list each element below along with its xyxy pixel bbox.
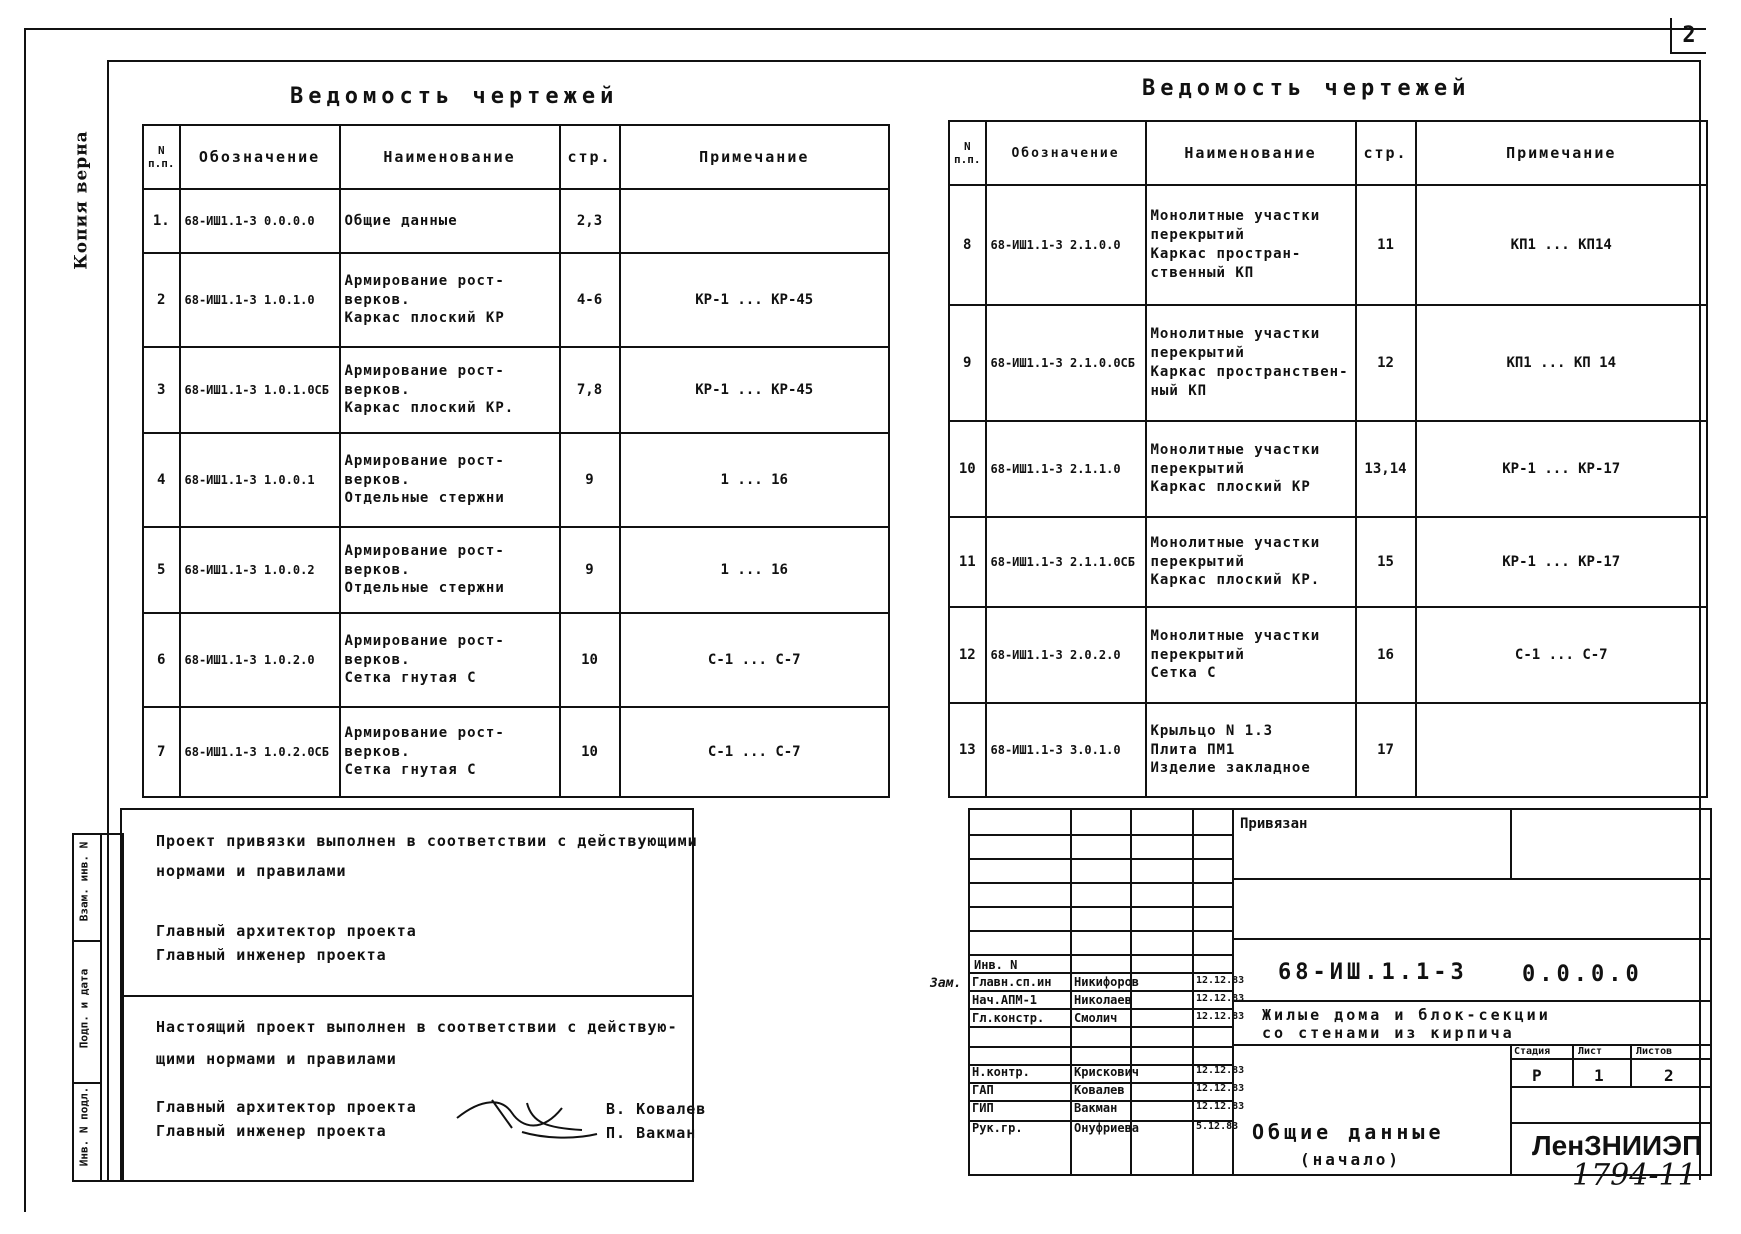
row-name-line: Армирование рост- <box>344 452 505 469</box>
col-name: Наименование <box>340 125 560 189</box>
register-row <box>949 607 1707 703</box>
notes-upper-line1: Проект привязки выполнен в соответствии с действующими <box>156 832 698 850</box>
row-name <box>340 189 560 253</box>
row-name-line: Монолитные участки <box>1150 534 1321 551</box>
row-name-line: Армирование рост- <box>344 542 505 559</box>
row-name-line: верков. <box>344 291 411 308</box>
col-designation: Обозначение <box>986 121 1146 185</box>
row-page: 11 <box>1356 185 1416 305</box>
row-name-line: Каркас плоский КР <box>344 310 505 327</box>
notes-engineer-name: П. Вакман <box>606 1124 697 1142</box>
right-register-body <box>949 185 1707 797</box>
row-name-line: Монолитные участки <box>1150 627 1321 644</box>
signatory-role: ГИП <box>972 1101 994 1115</box>
doc-code-number: 0.0.0.0 <box>1522 962 1643 987</box>
right-drawing-register <box>948 120 1708 798</box>
row-page: 4-6 <box>560 253 620 347</box>
register-row <box>143 433 889 527</box>
row-note <box>620 189 890 253</box>
row-name <box>1146 421 1356 517</box>
notes-block <box>120 808 707 1182</box>
col-note: Примечание <box>1416 121 1708 185</box>
signature-graphic <box>452 1088 602 1144</box>
row-name <box>340 613 560 707</box>
row-name <box>1146 305 1356 421</box>
inv-n-label: Инв. N <box>974 958 1018 972</box>
doc-title: Общие данные <box>1252 1120 1445 1144</box>
row-name-line: Монолитные участки <box>1150 441 1321 458</box>
row-name-line: верков. <box>344 743 411 760</box>
col-page: стр. <box>560 125 620 189</box>
row-designation: 68-ИШ1.1-3 2.1.1.0СБ <box>986 517 1146 607</box>
row-note: КР-1 ... КР-45 <box>620 347 890 433</box>
row-name-line: Армирование рост- <box>344 272 505 289</box>
signatory-date: 12.12.83 <box>1196 975 1245 986</box>
row-page: 17 <box>1356 703 1416 797</box>
col-designation: Обозначение <box>180 125 340 189</box>
notes-lower-line2: щими нормами и правилами <box>156 1050 397 1068</box>
row-name-line: Монолитные участки <box>1150 326 1321 343</box>
register-row <box>949 185 1707 305</box>
row-name-line: Каркас плоский КР. <box>1150 572 1321 589</box>
copy-stamp <box>72 80 102 300</box>
row-name-line: перекрытий <box>1150 553 1245 570</box>
row-page: 9 <box>560 527 620 613</box>
row-name-line: Каркас простран- <box>1150 246 1302 262</box>
notes-lower-line1: Настоящий проект выполнен в соответствии с действую- <box>156 1018 678 1036</box>
row-name-line: Сетка гнутая С <box>344 762 477 779</box>
row-designation: 68-ИШ1.1-3 1.0.1.0 <box>180 253 340 347</box>
row-name <box>340 527 560 613</box>
notes-lower-engineer: Главный инженер проекта <box>156 1122 387 1140</box>
row-designation: 68-ИШ1.1-3 1.0.2.0СБ <box>180 707 340 797</box>
register-row <box>143 613 889 707</box>
strip-cell-inv <box>74 835 100 942</box>
signatory-role: Рук.гр. <box>972 1121 1023 1135</box>
signatory-name: Вакман <box>1074 1101 1118 1115</box>
row-name <box>340 347 560 433</box>
sheet-number: 2 <box>1670 18 1706 54</box>
col-name: Наименование <box>1146 121 1356 185</box>
row-name-line: Крыльцо N 1.3 <box>1150 722 1274 739</box>
row-number: 8 <box>949 185 986 305</box>
signatory-name: Онуфриева <box>1074 1121 1140 1135</box>
signatory-name: Ковалев <box>1074 1083 1125 1097</box>
sheets-label: Листов <box>1636 1046 1673 1057</box>
row-designation: 68-ИШ1.1-3 3.0.1.0 <box>986 703 1146 797</box>
row-number: 11 <box>949 517 986 607</box>
register-row <box>949 421 1707 517</box>
row-page: 15 <box>1356 517 1416 607</box>
title-block <box>930 808 1712 1176</box>
sheet-value: 1 <box>1594 1066 1604 1085</box>
row-name-line: Общие данные <box>344 212 458 229</box>
org-name: ЛенЗНИИЭП <box>1532 1130 1703 1161</box>
row-page: 2,3 <box>560 189 620 253</box>
project-line2: со стенами из кирпича <box>1262 1024 1515 1042</box>
copy-label: Копия верна <box>71 130 92 270</box>
row-name <box>340 433 560 527</box>
signatory-role: Н.контр. <box>972 1065 1030 1079</box>
row-page: 13,14 <box>1356 421 1416 517</box>
doc-subtitle: (начало) <box>1300 1150 1402 1169</box>
signatory-date: 12.12.83 <box>1196 1011 1245 1022</box>
sheet-label: Лист <box>1578 1046 1603 1057</box>
right-register-title: Ведомость чертежей <box>1142 76 1471 101</box>
signatory-date: 12.12.83 <box>1196 1101 1245 1112</box>
register-row <box>143 707 889 797</box>
row-name-line: Армирование рост- <box>344 724 505 741</box>
strip-cell-sign <box>74 942 100 1084</box>
row-number: 7 <box>143 707 180 797</box>
attached-label: Привязан <box>1240 816 1308 832</box>
register-row <box>949 703 1707 797</box>
approval-strip <box>72 833 124 1182</box>
row-name <box>340 707 560 797</box>
row-number: 9 <box>949 305 986 421</box>
row-name <box>1146 607 1356 703</box>
strip-cell-orig <box>74 1084 100 1176</box>
col-num: N п.п. <box>949 121 986 185</box>
register-row <box>143 347 889 433</box>
row-name <box>1146 517 1356 607</box>
row-note: 1 ... 16 <box>620 433 890 527</box>
register-row <box>949 305 1707 421</box>
notes-architect-name: В. Ковалев <box>606 1100 707 1118</box>
row-designation: 68-ИШ1.1-3 2.0.2.0 <box>986 607 1146 703</box>
stage-label: Стадия <box>1514 1046 1551 1057</box>
header-row <box>949 121 1707 185</box>
row-name-line: верков. <box>344 381 411 398</box>
row-designation: 68-ИШ1.1-3 1.0.0.2 <box>180 527 340 613</box>
notes-upper-line2: нормами и правилами <box>156 862 347 880</box>
row-name-line: перекрытий <box>1150 227 1245 244</box>
row-note: КП1 ... КП14 <box>1416 185 1708 305</box>
row-number: 3 <box>143 347 180 433</box>
row-name-line: Отдельные стержни <box>344 580 505 597</box>
header-row <box>143 125 889 189</box>
row-designation: 68-ИШ1.1-3 2.1.1.0 <box>986 421 1146 517</box>
row-number: 4 <box>143 433 180 527</box>
strip-label-sign: Подп. и дата <box>77 968 91 1049</box>
row-note: С-1 ... С-7 <box>620 613 890 707</box>
signatory-name: Крискович <box>1074 1065 1140 1079</box>
row-name-line: Сетка гнутая С <box>344 670 477 687</box>
register-row <box>143 189 889 253</box>
row-name-line: Каркас пространствен- <box>1150 364 1349 380</box>
row-name-line: Изделие закладное <box>1150 760 1311 777</box>
row-page: 16 <box>1356 607 1416 703</box>
signatory-role: Нач.АПМ-1 <box>972 993 1038 1007</box>
col-page: стр. <box>1356 121 1416 185</box>
strip-label-orig: Инв. N подл. <box>77 1086 91 1167</box>
left-register-body <box>143 189 889 797</box>
signatory-role: ГАП <box>972 1083 994 1097</box>
row-number: 1. <box>143 189 180 253</box>
notes-lower-architect: Главный архитектор проекта <box>156 1098 417 1116</box>
notes-upper-engineer: Главный инженер проекта <box>156 946 387 964</box>
row-designation: 68-ИШ1.1-3 2.1.0.0 <box>986 185 1146 305</box>
row-page: 9 <box>560 433 620 527</box>
row-name-line: ственный КП <box>1150 264 1255 281</box>
row-number: 10 <box>949 421 986 517</box>
row-page: 10 <box>560 707 620 797</box>
row-note: КР-1 ... КР-17 <box>1416 517 1708 607</box>
zam-label: Зам. <box>930 976 962 991</box>
row-note: КР-1 ... КР-45 <box>620 253 890 347</box>
project-line1: Жилые дома и блок-секции <box>1262 1006 1551 1024</box>
row-name-line: Отдельные стержни <box>344 490 505 507</box>
row-number: 6 <box>143 613 180 707</box>
row-designation: 68-ИШ1.1-3 1.0.1.0СБ <box>180 347 340 433</box>
row-number: 5 <box>143 527 180 613</box>
row-name-line: Каркас плоский КР <box>1150 479 1311 496</box>
row-name-line: Монолитные участки <box>1150 208 1321 225</box>
signatory-date: 12.12.83 <box>1196 1083 1245 1094</box>
stage-value: Р <box>1532 1066 1542 1085</box>
signatory-date: 5.12.83 <box>1196 1121 1239 1132</box>
row-name-line: перекрытий <box>1150 460 1245 477</box>
row-name-line: перекрытий <box>1150 345 1245 362</box>
row-name-line: верков. <box>344 471 411 488</box>
row-page: 10 <box>560 613 620 707</box>
col-note: Примечание <box>620 125 890 189</box>
signatory-name: Никифоров <box>1074 975 1140 989</box>
row-name-line: верков. <box>344 651 411 668</box>
row-name <box>1146 185 1356 305</box>
row-number: 13 <box>949 703 986 797</box>
register-row <box>143 253 889 347</box>
row-name-line: верков. <box>344 561 411 578</box>
row-note: С-1 ... С-7 <box>620 707 890 797</box>
left-drawing-register <box>142 124 890 798</box>
row-name-line: Армирование рост- <box>344 632 505 649</box>
signatory-name: Смолич <box>1074 1011 1118 1025</box>
signatory-role: Главн.сп.ин <box>972 975 1052 989</box>
strip-label-inv: Взам. инв. N <box>77 841 91 922</box>
register-row <box>949 517 1707 607</box>
signatory-name: Николаев <box>1074 993 1132 1007</box>
row-designation: 68-ИШ1.1-3 2.1.0.0СБ <box>986 305 1146 421</box>
row-designation: 68-ИШ1.1-3 1.0.2.0 <box>180 613 340 707</box>
row-name <box>340 253 560 347</box>
row-name-line: Каркас плоский КР. <box>344 400 515 417</box>
row-name <box>1146 703 1356 797</box>
signatory-role: Гл.констр. <box>972 1011 1045 1025</box>
register-row <box>143 527 889 613</box>
handwritten-number: 1794-11 <box>1572 1158 1697 1193</box>
sheets-value: 2 <box>1664 1066 1674 1085</box>
row-name-line: Армирование рост- <box>344 362 505 379</box>
row-name-line: ный КП <box>1150 382 1208 399</box>
left-register-title: Ведомость чертежей <box>290 84 619 109</box>
signatory-date: 12.12.83 <box>1196 993 1245 1004</box>
row-note: КР-1 ... КР-17 <box>1416 421 1708 517</box>
row-name-line: Сетка С <box>1150 665 1217 682</box>
row-name-line: перекрытий <box>1150 646 1245 663</box>
notes-upper-architect: Главный архитектор проекта <box>156 922 417 940</box>
row-designation: 68-ИШ1.1-3 1.0.0.1 <box>180 433 340 527</box>
row-designation: 68-ИШ1.1-3 0.0.0.0 <box>180 189 340 253</box>
row-note: КП1 ... КП 14 <box>1416 305 1708 421</box>
signatory-date: 12.12.83 <box>1196 1065 1245 1076</box>
row-number: 2 <box>143 253 180 347</box>
row-page: 7,8 <box>560 347 620 433</box>
row-page: 12 <box>1356 305 1416 421</box>
row-note: С-1 ... С-7 <box>1416 607 1708 703</box>
row-note: 1 ... 16 <box>620 527 890 613</box>
doc-code: 68-ИШ.1.1-3 <box>1278 960 1468 985</box>
col-num: N п.п. <box>143 125 180 189</box>
row-number: 12 <box>949 607 986 703</box>
row-note <box>1416 703 1708 797</box>
row-name-line: Плита ПМ1 <box>1150 741 1236 758</box>
